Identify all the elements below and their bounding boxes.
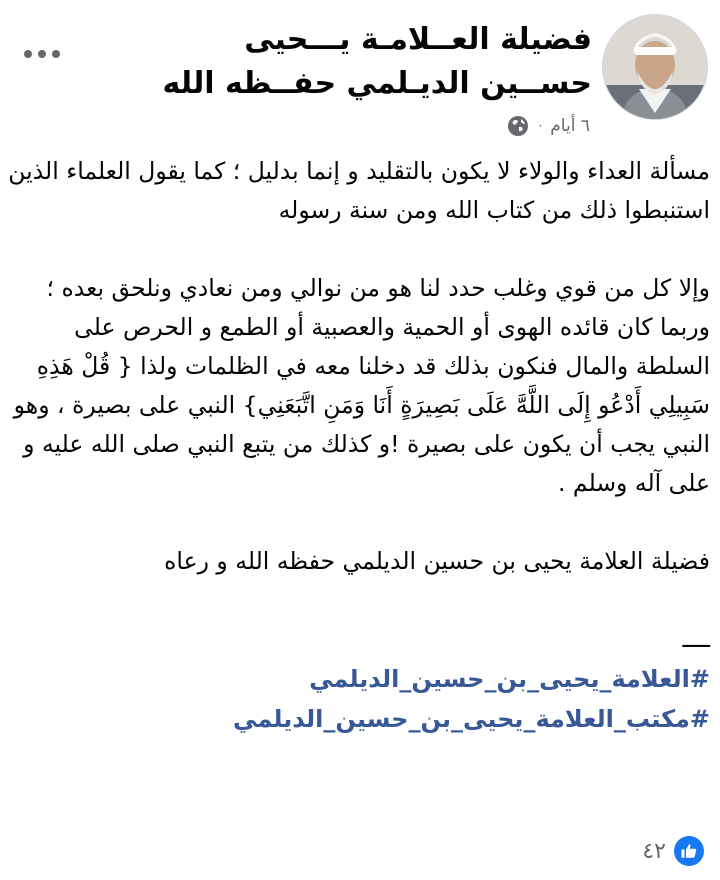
post-body: [8, 152, 710, 739]
post-paragraph-1: مسألة العداء والولاء لا يكون بالتقليد و إنما بدليل ؛ كما يقول العلماء الذين استنبطوا ذلك من كتاب الله ومن سنة رسوله: [8, 157, 710, 224]
post-time[interactable]: ٦ أيام: [550, 116, 590, 136]
more-dot: [24, 50, 32, 58]
meta-separator: ·: [538, 119, 543, 133]
globe-icon[interactable]: [506, 114, 530, 138]
paragraph-gap: [8, 230, 710, 269]
reaction-count: ٤٢: [642, 838, 666, 864]
author-name[interactable]: فضيلة العــلامـة يـــحيى حســين الديـلمي حفــظه الله: [162, 22, 592, 101]
hashtag-link[interactable]: #العلامة_يحيى_بن_حسين_الديلمي: [309, 665, 710, 693]
post-paragraph-2: وإلا كل من قوي وغلب حدد لنا هو من نوالي ومن نعادي ونلحق بعده ؛ وربما كان قائده الهوى أو الحمية والعصبية أو الطمع و الحرص على السلطة والمال فنكون بذلك قد دخلنا معه في الظلمات ولذا { قُلْ هَذِهِ سَبِيلِي أَدْعُو إِلَى اللَّهَّ عَلَى بَصِيرَةٍ أَنَا وَمَنِ اتَّبَعَنِي} النبي على بصيرة ، وهو النبي يجب أن يكون على بصيرة !و كذلك من يتبع النبي صلى الله عليه و على آله وسلم .: [13, 274, 710, 497]
avatar-image: [603, 15, 707, 119]
author-avatar[interactable]: [602, 14, 708, 120]
post-paragraph-3: فضيلة العلامة يحيى بن حسين الديلمي حفظه الله و رعاه: [164, 547, 710, 575]
more-options-button[interactable]: [18, 40, 66, 68]
divider-dash: ــــ: [682, 625, 710, 653]
hashtag-link[interactable]: #مكتب_العلامة_يحيى_بن_حسين_الديلمي: [233, 705, 710, 733]
post-header: [0, 8, 720, 143]
like-icon: [674, 836, 704, 866]
post-meta: [506, 114, 590, 138]
paragraph-gap: [8, 581, 710, 620]
more-horizontal-icon: [52, 50, 60, 58]
more-dot: [38, 50, 46, 58]
paragraph-gap: [8, 503, 710, 542]
reactions-summary[interactable]: [642, 836, 704, 866]
